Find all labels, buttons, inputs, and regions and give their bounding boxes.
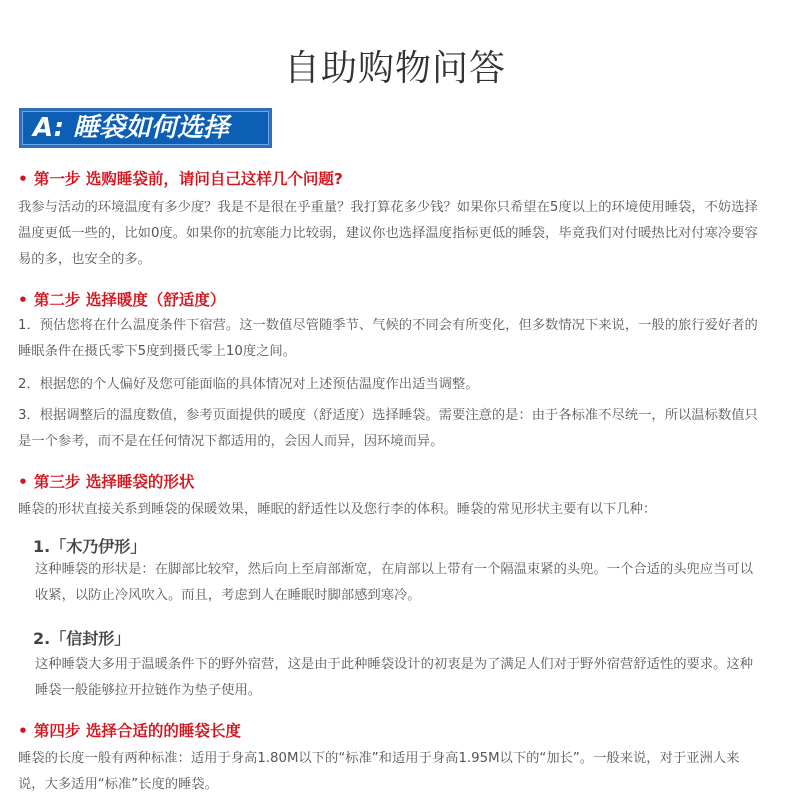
- section-banner-label: A: 睡袋如何选择: [22, 111, 269, 145]
- shape-mummy-title: 1.「木乃伊形」: [33, 537, 147, 556]
- shape-envelope-title: 2.「信封形」: [33, 629, 131, 648]
- bullet-icon: •: [18, 170, 28, 188]
- step-4-heading: [18, 719, 241, 741]
- bullet-icon: •: [18, 291, 28, 309]
- shape-mummy-text: 这种睡袋的形状是：在脚部比较窄，然后向上至肩部渐宽，在肩部以上带有一个隔温束紧的头兜。一个合适的头兜应当可以收紧，以防止冷风吹入。而且，考虑到人在睡眠时脚部感到寒冷。: [35, 562, 754, 603]
- section-banner: [19, 108, 272, 148]
- step-2-title: 第二步 选择暖度（舒适度）: [33, 291, 226, 309]
- step-2-paragraph-2: 2．根据您的个人偏好及您可能面临的具体情况对上述预估温度作出适当调整。: [18, 377, 479, 392]
- step-3-heading: [18, 470, 194, 492]
- bullet-icon: •: [18, 473, 28, 491]
- step-2-paragraph-3: 3．根据调整后的温度数值，参考页面提供的暖度（舒适度）选择睡袋。需要注意的是：由于各标准不尽统一，所以温标数值只是一个参考，而不是在任何情况下都适用的，会因人而异，因环境而异。: [18, 408, 758, 449]
- step-4-title: 第四步 选择合适的的睡袋长度: [33, 722, 241, 740]
- step-2-heading: [18, 288, 225, 310]
- step-2-paragraph-1: 1．预估您将在什么温度条件下宿营。这一数值尽管随季节、气候的不同会有所变化，但多数情况下来说，一般的旅行爱好者的睡眠条件在摄氏零下5度到摄氏零上10度之间。: [18, 318, 758, 359]
- bullet-icon: •: [18, 722, 28, 740]
- step-1-title: 第一步 选购睡袋前，请问自己这样几个问题?: [33, 170, 343, 188]
- shape-envelope-text: 这种睡袋大多用于温暖条件下的野外宿营，这是由于此种睡袋设计的初衷是为了满足人们对于野外宿营舒适性的要求。这种睡袋一般能够拉开拉链作为垫子使用。: [35, 657, 754, 698]
- step-1-paragraph: 我参与活动的环境温度有多少度？我是不是很在乎重量？我打算花多少钱？如果你只希望在5度以上的环境使用睡袋，不妨选择温度更低一些的，比如0度。如果你的抗寒能力比较弱，建议你也选择温度指标更低的睡袋，毕竟我们对付暖热比对付寒冷要容易的多，也安全的多。: [18, 200, 758, 267]
- step-3-paragraph: 睡袋的形状直接关系到睡袋的保暖效果，睡眠的舒适性以及您行李的体积。睡袋的常见形状主要有以下几种：: [18, 502, 657, 517]
- page-title: 自助购物问答: [283, 48, 506, 89]
- step-4-paragraph: 睡袋的长度一般有两种标准：适用于身高1.80M以下的“标准”和适用于身高1.95M以下的“加长”。一般来说，对于亚洲人来说，大多适用“标准”长度的睡袋。: [18, 751, 740, 792]
- step-3-title: 第三步 选择睡袋的形状: [33, 473, 195, 491]
- step-1-heading: [18, 167, 343, 189]
